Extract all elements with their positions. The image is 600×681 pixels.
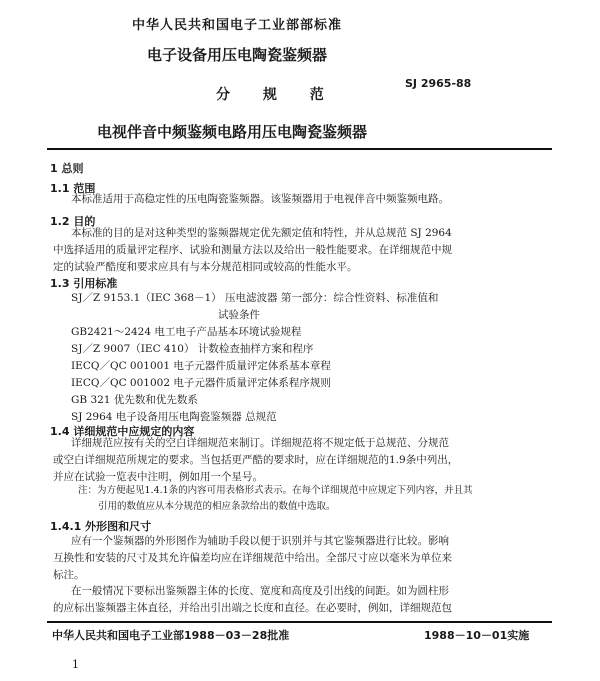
reference-item: SJ／Z 9007（IEC 410） 计数检查抽样方案和程序 — [71, 343, 314, 355]
section-1-2-line3: 定的试验严酷度和要求应具有与本分规范相同或较高的性能水平。 — [53, 261, 358, 273]
page-number: 1 — [72, 658, 79, 671]
section-1-1-heading: 1.1 范围 — [50, 182, 96, 195]
reference-item: GB2421～2424 电工电子产品基本环境试验规程 — [71, 326, 302, 338]
section-1-4-line2: 或空白详细规范所规定的要求。当包括更严酷的要求时，应在详细规范的1.9条中列出， — [53, 454, 459, 466]
document-title-line2: 分 规 范 — [216, 87, 338, 103]
section-1-2-line1: 本标准的目的是对这种类型的鉴频器规定优先额定值和特性，并从总规范 SJ 2964 — [71, 227, 452, 239]
section-1-4-heading: 1.4 详细规范中应规定的内容 — [50, 425, 195, 438]
section-1-3-heading: 1.3 引用标准 — [50, 277, 118, 290]
reference-item: 试验条件 — [218, 309, 260, 321]
header-rule — [47, 148, 552, 150]
note-line2: 引用的数值应从本分规范的相应条款给出的数值中选取。 — [98, 501, 336, 512]
effective-date: 1988－10－01实施 — [424, 629, 530, 642]
reference-item: IECQ／QC 001002 电子元器件质量评定体系程序规则 — [71, 377, 331, 389]
section-1-4-line1: 详细规范应按有关的空白详细规范来制订。详细规范将不规定低于总规范、分规范 — [71, 437, 449, 449]
document-title-line1: 电子设备用压电陶瓷鉴频器 — [147, 46, 328, 64]
standard-number: SJ 2965-88 — [405, 77, 472, 90]
section-1-4-1-p1-line3: 标注。 — [53, 569, 85, 581]
section-1-1-text: 本标准适用于高稳定性的压电陶瓷鉴频器。该鉴频器用于电视伴音中频鉴频电路。 — [71, 193, 449, 205]
section-1-4-1-heading: 1.4.1 外形图和尺寸 — [50, 520, 152, 533]
section-1-4-line3: 并应在试验一览表中注明，例如用一个星号。 — [53, 471, 263, 483]
note-line1: 注：为方便起见1.4.1条的内容可用表格形式表示。在每个详细规范中应规定下列内容，并且其 — [78, 485, 473, 496]
section-1-heading: 1 总则 — [50, 162, 84, 175]
section-1-2-line2: 中选择适用的质量评定程序、试验和测量方法以及给出一般性能要求。在详细规范中规 — [53, 244, 452, 256]
issuing-organization: 中华人民共和国电子工业部部标准 — [132, 18, 343, 33]
footer-rule — [47, 621, 552, 623]
section-1-4-1-p2-line1: 在一般情况下要标出鉴频器主体的长度、宽度和高度及引出线的间距。如为圆柱形 — [71, 585, 449, 597]
section-1-4-1-p1-line1: 应有一个鉴频器的外形图作为辅助手段以便于识别并与其它鉴频器进行比较。影响 — [71, 535, 449, 547]
section-1-4-1-p2-line2: 的应标出鉴频器主体直径，并给出引出端之长度和直径。在必要时，例如，详细规范包 — [53, 602, 452, 614]
reference-item: SJ／Z 9153.1（IEC 368－1） 压电滤波器 第一部分：综合性资料、标准值和 — [71, 292, 439, 304]
reference-item: IECQ／QC 001001 电子元器件质量评定体系基本章程 — [71, 360, 331, 372]
section-1-2-heading: 1.2 目的 — [50, 215, 96, 228]
document-title-line3: 电视伴音中频鉴频电路用压电陶瓷鉴频器 — [97, 123, 368, 141]
section-1-4-1-p1-line2: 互换性和安装的尺寸及其允许偏差均应在详细规范中给出。全部尺寸应以毫米为单位来 — [53, 552, 452, 564]
approval-date: 中华人民共和国电子工业部1988－03－28批准 — [52, 629, 290, 642]
reference-item: GB 321 优先数和优先数系 — [71, 394, 198, 406]
reference-item: SJ 2964 电子设备用压电陶瓷鉴频器 总规范 — [71, 411, 277, 423]
